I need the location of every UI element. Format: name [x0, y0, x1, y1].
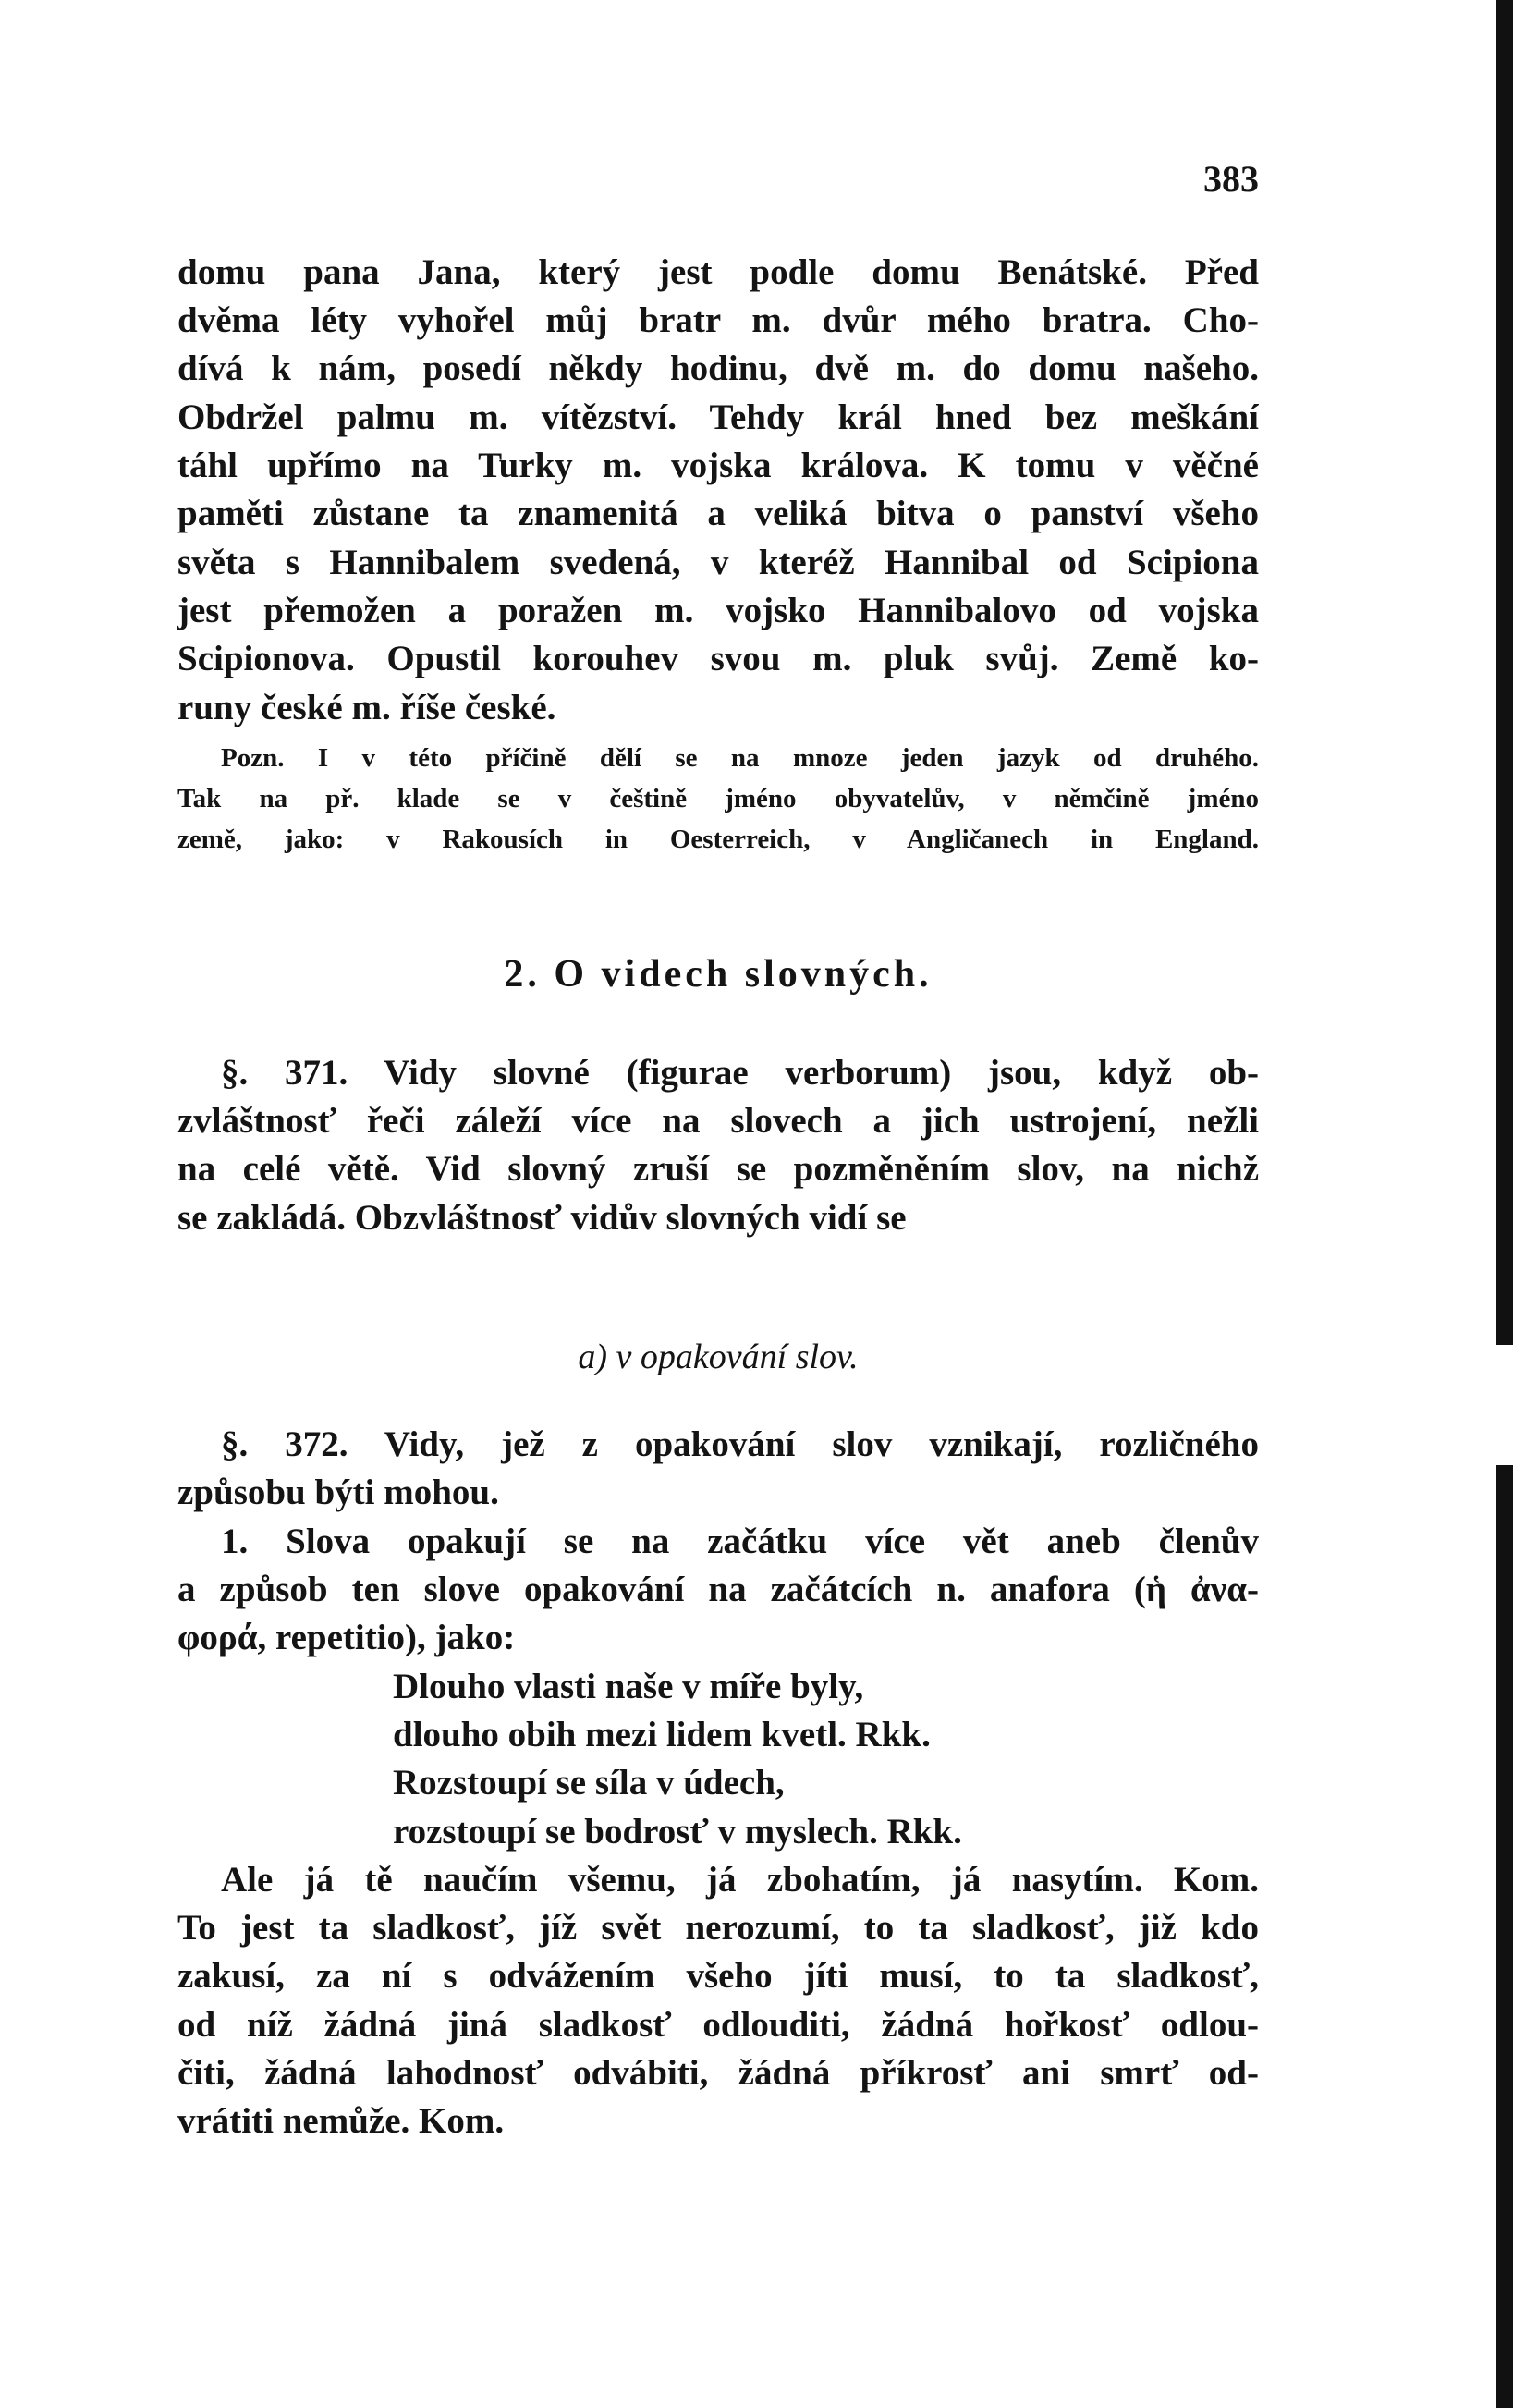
text-line: 1. Slova opakují se na začátku více vět aneb členův: [221, 1522, 1259, 1561]
text-line: zvláštnosť řeči záleží více na slovech a jich ustrojení, nežli: [177, 1101, 1259, 1141]
page-edge-shadow: [1496, 0, 1513, 2408]
text-line: jest přemožen a poražen m. vojsko Hannibalovo od vojska: [177, 591, 1259, 630]
text-line: To jest ta sladkosť, jíž svět nerozumí, to ta sladkosť, již kdo: [177, 1908, 1259, 1948]
text-line: čiti, žádná lahodnosť odvábiti, žádná příkrosť ani smrť od-: [177, 2053, 1259, 2093]
text-line: na celé větě. Vid slovný zruší se pozměněním slov, na nichž: [177, 1149, 1259, 1189]
text-line: domu pana Jana, který jest podle domu Benátské. Před: [177, 252, 1259, 292]
text-line: runy české m. říše české.: [177, 688, 556, 727]
text-line: vrátiti nemůže. Kom.: [177, 2101, 505, 2141]
verse-line: rozstoupí se bodrosť v myslech. Rkk.: [393, 1812, 962, 1852]
text-line: světa s Hannibalem svedená, v kteréž Hannibal od Scipiona: [177, 543, 1259, 582]
text-line: způsobu býti mohou.: [177, 1473, 499, 1512]
text-line: se zakládá. Obzvláštnosť vidův slovných vidí se: [177, 1198, 907, 1238]
verse-line: Rozstoupí se síla v údech,: [393, 1763, 785, 1803]
note-line: země, jako: v Rakousích in Oesterreich, v Angličanech in England.: [177, 825, 1259, 854]
text-line: Obdržel palmu m. vítězství. Tehdy král hned bez meškání: [177, 397, 1259, 437]
text-line: φορά, repetitio), jako:: [177, 1618, 516, 1657]
text-line: §. 371. Vidy slovné (figurae verborum) jsou, když ob-: [221, 1053, 1259, 1093]
verse-line: Dlouho vlasti naše v míře byly,: [393, 1667, 864, 1706]
text-line: táhl upřímo na Turky m. vojska králova. K tomu v věčné: [177, 446, 1259, 485]
note-line: Pozn. I v této příčině dělí se na mnoze jeden jazyk od druhého.: [221, 743, 1259, 773]
text-line: a způsob ten slove opakování na začátcích n. anafora (ἡ ἀνα-: [177, 1570, 1259, 1609]
text-line: zakusí, za ní s odvážením všeho jíti musí, to ta sladkosť,: [177, 1956, 1259, 1996]
subheading: a) v opakování slov.: [578, 1338, 859, 1376]
text-line: od níž žádná jiná sladkosť odlouditi, žádná hořkosť odlou-: [177, 2005, 1259, 2045]
page-edge-gap: [1496, 1345, 1513, 1465]
text-line: dívá k nám, posedí někdy hodinu, dvě m. do domu našeho.: [177, 348, 1259, 388]
text-line: paměti zůstane ta znamenitá a veliká bitva o panství všeho: [177, 494, 1259, 533]
page-number: 383: [1203, 158, 1259, 200]
note-line: Tak na př. klade se v češtině jméno obyvatelův, v němčině jméno: [177, 784, 1259, 813]
verse-line: dlouho obih mezi lidem kvetl. Rkk.: [393, 1715, 931, 1754]
text-line: Scipionova. Opustil korouhev svou m. pluk svůj. Země ko-: [177, 639, 1259, 678]
text-line: dvěma léty vyhořel můj bratr m. dvůr mého bratra. Cho-: [177, 300, 1259, 340]
text-line: §. 372. Vidy, jež z opakování slov vznikají, rozličného: [221, 1424, 1259, 1464]
text-line: Ale já tě naučím všemu, já zbohatím, já nasytím. Kom.: [221, 1860, 1259, 1900]
section-heading: 2. O videch slovných.: [504, 953, 933, 996]
